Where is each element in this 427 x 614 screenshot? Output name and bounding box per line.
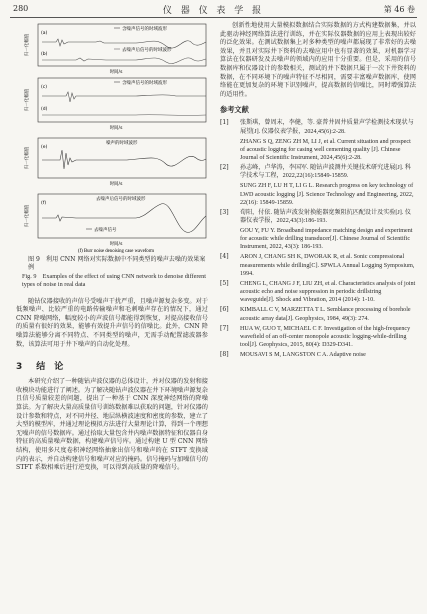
reference-text: 孙志峰，卢华涛，李国军. 随钻声波测井关键技术研究进展[J]. 科学技术与工程，2022,22(16):15849-15859. xyxy=(240,165,411,180)
panel-f-waveform xyxy=(42,204,206,233)
reference-text: KIMBALL C V, MARZETTA T L. Semblance processing of borehole acoustic array data[J]. Geophysics, 1984, 49(3): 274. xyxy=(240,307,411,322)
reference-item xyxy=(220,182,416,207)
reference-item xyxy=(220,351,416,359)
panel-c-ylabel: 归一化幅值 xyxy=(25,88,30,112)
reference-text: ARON J, CHANG SH K, DWORAK R, et al. Sonic compressional measurements while drilling[C]. SPWLA Annual Logging Symposium, 1994. xyxy=(240,254,415,277)
panel-e-xlabel: 时间/s xyxy=(109,182,123,187)
reference-item xyxy=(220,280,416,305)
reference-item xyxy=(220,306,416,323)
panel-c-title: 含噪声信号的时域波形 xyxy=(122,81,167,86)
panel-d-label: (d) xyxy=(41,107,48,112)
reference-text: 荀阳，付依. 随钻声波发射换能器宽频阻抗匹配设计及实验[J]. 仪器仪表学报，2022,43(3):186-193. xyxy=(240,209,411,224)
reference-item xyxy=(220,138,416,163)
panel-e-label: (e) xyxy=(41,145,48,150)
body-paragraph-1: 随钻仪器接收的声信号受噪声干扰严重，且噪声源复杂多变。对于低频噪声、比较严重的电路传输噪声和毛刺噪声存在的情况下，通过 CNN 降噪网络，幅度较小的声波信号都能得到恢复，对提高接收信号的质量有很好的效果，能够有效提升声信号的信噪比。此外，CNN 降噪算法能够分离不同特点、不同类型的噪声，无需手动配置滤波器参数，该算法可用于井下噪声的自动化处理。 xyxy=(16,297,208,348)
reference-text: HUA W, GUO T, MICHAEL C F. Investigation of the high-frequency wavefield of an off-center monopole acoustic logging-while-drilling tool[J]. Geophysics, 2015, 80(4): D329-D341. xyxy=(240,325,411,349)
reference-index xyxy=(220,182,240,207)
panel-f-xlabel: 时间/s xyxy=(109,242,123,247)
reference-text: ZHANG S Q, ZENG ZH M, LI J, et al. Current situation and prospect of acoustic logging for casing well cementing quality [J]. Chinese Journal of Scientific Instrument, 2024,45(6):2-28. xyxy=(240,138,411,162)
conclusion-paragraph-2: 创新性地使用大量模拟数据结合实际数据的方式构建数据集，并以此驱动神经网络算法进行训练，并在实际仪器数据的应用上表现出较好的泛化效果。在测试数据集上对多种类型的噪声都展现了非常好的去噪效果，并且对实际井下资料的去噪应用中也有显著的效果，对机器学习算法在仪器研发及去噪声的领域内的应用十分重要。但是，采用的信号数据库和仪器设计的参数相关，测试的并下数据只属于一次下井资料的数据，在不同环境下的噪声特征不尽相同，需要丰富噪声数据库，使网络能在更加复杂的环境下识别噪声，提高数据的信噪比，同时增强算法的适用性。 xyxy=(220,22,416,98)
panel-e-title: 噪声的时域波形 xyxy=(106,141,138,146)
reference-index: [6] xyxy=(220,306,229,314)
panel-b-title: 去噪声后信号的时域波形 xyxy=(122,48,172,53)
journal-title: 仪 器 仪 表 学 报 xyxy=(162,6,265,16)
reference-text: SUNG ZH F, LU H T, LI G L. Research progress on key technology of LWD acoustic logging [J]. Science Technology and Engineering, 2022, 22(16): 15849-15859. xyxy=(240,183,414,206)
panel-b-denoised-waveform xyxy=(42,58,206,64)
reference-index xyxy=(220,138,240,163)
reference-text: MOUSAVI S M, LANGSTON C A. Adaptive noise xyxy=(240,352,366,358)
panel-a-xlabel: 时间/s xyxy=(109,70,123,75)
panel-c xyxy=(23,78,206,131)
journal-issue: 第 46 卷 xyxy=(383,5,415,14)
figure-caption xyxy=(16,256,208,290)
reference-index: [3] xyxy=(220,208,229,216)
reference-item xyxy=(220,209,416,226)
panel-f-label: (f) xyxy=(41,201,47,206)
page-header xyxy=(0,0,427,20)
panel-a-label: (a) xyxy=(41,31,48,36)
reference-item xyxy=(220,164,416,181)
figure-caption-cn: 图 9 利用 CNN 网络对实际数据中不同类型的噪声去噪的效果案例 xyxy=(28,256,206,272)
reference-index xyxy=(220,227,240,252)
left-column xyxy=(16,22,208,473)
reference-index: [4] xyxy=(220,253,229,261)
figure-caption-en: Fig. 9 Examples of the effect of using CNN network to denoise different types of noise in real data xyxy=(22,272,206,289)
header-rule xyxy=(10,17,417,18)
reference-index: [7] xyxy=(220,324,229,332)
figure-sub-caption: (f) Burr noise denoising case waveform xyxy=(77,249,155,254)
figure-9 xyxy=(16,22,208,254)
reference-text: CHENG L, CHANG J F, LIU ZH, et al. Characteristics analysis of joint acoustic echo and noise suppression in periodic drillstring waveguide[J]. Shock and Vibration, 2014 (2014): 1-10. xyxy=(240,280,416,304)
panel-e-ylabel: 归一化幅值 xyxy=(25,146,30,170)
reference-item xyxy=(220,325,416,350)
panel-a-noisy-waveform xyxy=(42,39,206,48)
reference-index: [1] xyxy=(220,119,229,127)
panel-b-label: (b) xyxy=(41,52,48,57)
section-title: 结 论 xyxy=(36,362,64,373)
figure-9-plots xyxy=(16,22,208,254)
panel-c-noisy-waveform xyxy=(42,92,206,102)
reference-text: 张斯琪，曾周末，李健，等. 豪普井固井质量声学检测技术现状与展望[J]. 仪器仪表学报，2024,45(6):2-28. xyxy=(240,120,414,135)
panel-f-ylabel: 归一化幅值 xyxy=(25,204,30,228)
reference-item xyxy=(220,119,416,136)
panel-a-ylabel: 归一化幅值 xyxy=(25,33,30,57)
panel-f xyxy=(23,194,206,247)
reference-index: [5] xyxy=(220,279,229,287)
panel-e-noise-waveform xyxy=(42,150,206,169)
references-title: 参考文献 xyxy=(220,105,249,115)
panel-f-title: 去噪声后信号的时域波形 xyxy=(96,197,146,202)
legend-denoised-signal: 去噪声信号 xyxy=(94,228,117,233)
reference-index: [2] xyxy=(220,164,229,172)
panel-e xyxy=(23,138,206,187)
reference-text: GOU Y, FU Y. Broadband impedance matching design and experiment for acoustic while drilling transducer[J]. Chinese Journal of Scientific Instrument, 2022, 43(3): 186-193. xyxy=(240,227,413,251)
section-number: 3 xyxy=(16,362,23,373)
page-number: 280 xyxy=(13,4,29,13)
reference-item xyxy=(220,253,416,278)
panel-c-label: (c) xyxy=(41,85,47,90)
panel-c-xlabel: 时间/s xyxy=(109,126,123,131)
conclusion-paragraph-1: 本研究介绍了一种随钻声波仪器的总体设计，并对仪器的发射和接收模块功能进行了阐述。为了解决随钻声波仪器在井下环境噪声源复杂且信号质量较差的问题，提出了一种基于 CNN 深度神经网络的降噪算法。为了解决大量高质量信号训练数据难以获取的问题，针对仪器的设计参数和特点，对不同井径、地层纵横波速度和密度的参数，建立了大型的模型库，并通过理论模拟方法进行大量理论计算，得到一个理想无噪声的信号数据库。通过拾取大量包含井内噪声数据特征和仪器自身特征的高质量噪声数据，构建噪声信号库。通过构建 U 型 CNN 网络结构，使用多尺度卷积神经网络抽象出信号和噪声的在 STFT 变换域内的表示，并自动构建信号和噪声对应的掩码。信号掩码与加噪信号的 STFT 系数相乘后进行逆变换，可以得到高质量的降噪信号。 xyxy=(16,378,208,472)
panel-a xyxy=(23,24,206,75)
reference-index: [8] xyxy=(220,351,229,358)
panel-a-title: 含噪声信号的时域波形 xyxy=(122,27,167,32)
section-heading xyxy=(16,359,208,372)
reference-item xyxy=(220,227,416,252)
panel-d-waveform xyxy=(42,115,206,116)
right-column xyxy=(220,22,416,361)
